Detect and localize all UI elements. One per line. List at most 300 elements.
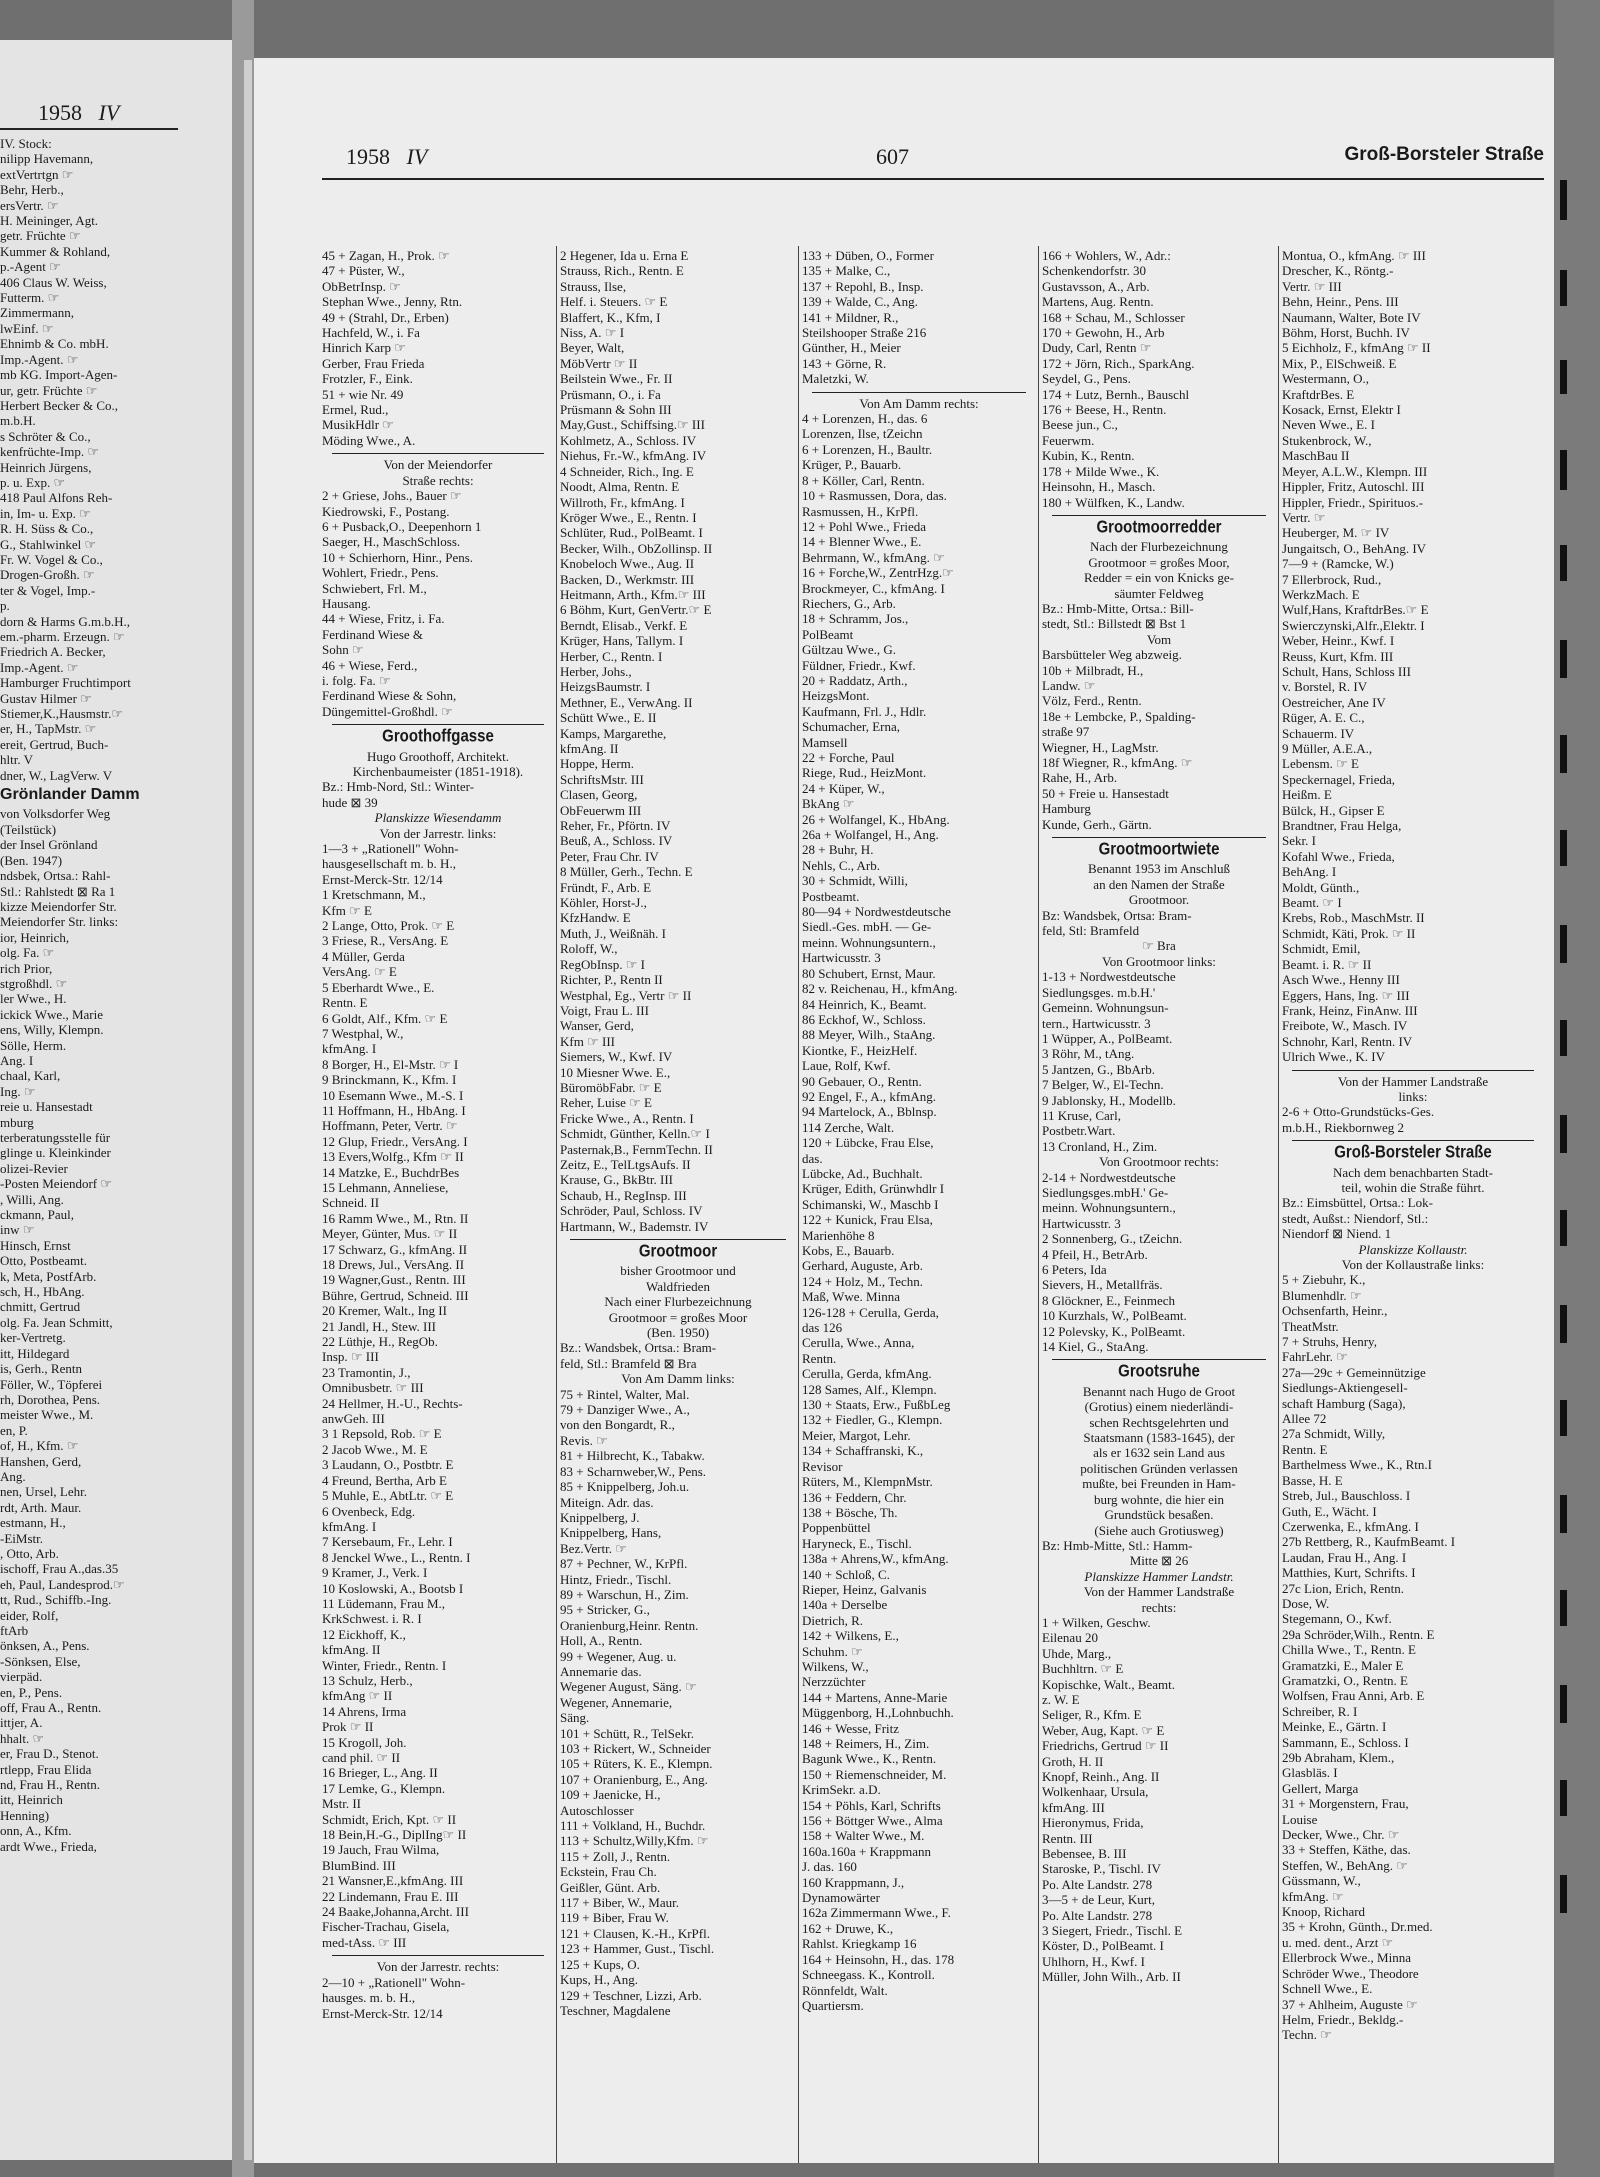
entry-line: 16 Brieger, L., Ang. II [322, 1765, 438, 1781]
entry-line: Beuß, A., Schloss. IV [560, 833, 673, 849]
entry-line: 9 Jablonsky, H., Modellb. [1042, 1092, 1176, 1108]
entry-line: 1 Kretschmann, M., [322, 887, 426, 903]
entry-line: 8 Müller, Gerh., Techn. E [560, 864, 693, 880]
entry-line: en, P. [0, 1422, 28, 1438]
entry-line: 15 Krogoll, Joh. [322, 1734, 407, 1750]
entry-line: Gemeinn. Wohnungsun- [1042, 1000, 1169, 1016]
street-note: Von der Jarrestr. rechts: [376, 1959, 500, 1975]
entry-line: Westermann, O., [1282, 371, 1370, 387]
entry-line: 140 + Schloß, C. [802, 1566, 890, 1582]
entry-line: stgroßhdl. ☞ [0, 975, 68, 991]
section-rule [332, 1955, 544, 1956]
entry-line: Uhlhorn, H., Kwf. I [1042, 1953, 1145, 1969]
edge-mark [1560, 1400, 1567, 1436]
column-1 [322, 186, 554, 2163]
entry-line: tern., Hartwicusstr. 3 [1042, 1015, 1151, 1031]
entry-line: Rüger, A. E. C., [1282, 710, 1365, 726]
entry-line: Mstr. II [322, 1796, 361, 1812]
entry-line: nen, Ursel, Lehr. [0, 1484, 88, 1500]
entry-line: 27b Rettberg, R., KaufmBeamt. I [1282, 1534, 1456, 1550]
entry-line: 2-14 + Nordwestdeutsche [1042, 1169, 1176, 1185]
entry-line: Blumenhdlr. ☞ [1282, 1287, 1362, 1303]
entry-line: Ehnimb & Co. mbH. [0, 336, 109, 352]
entry-line: , Otto, Arb. [0, 1545, 59, 1561]
plan-reference: Planskizze Kollaustr. [1358, 1241, 1468, 1257]
entry-line: in, Im- u. Exp. ☞ [0, 505, 91, 521]
entry-line: 140a + Derselbe [802, 1597, 888, 1613]
entry-line: VersAng. ☞ E [322, 964, 397, 980]
entry-line: 89 + Warschun, H., Zim. [560, 1586, 689, 1602]
entry-line: Chilla Wwe., T., Rentn. E [1282, 1642, 1416, 1658]
entry-line: MaschBau II [1282, 448, 1350, 464]
entry-line: 80 Schubert, Ernst, Maur. [802, 965, 936, 981]
entry-line: Sölle, Herm. [0, 1037, 67, 1053]
entry-line: 24 + Küper, W., [802, 780, 885, 796]
entry-line: Postbeamt. [802, 888, 860, 904]
page-edge [1554, 0, 1600, 2177]
entry-line: Seydel, G., Pens. [1042, 371, 1131, 387]
edge-mark [1560, 545, 1567, 581]
entry-line: 4 Schneider, Rich., Ing. E [560, 463, 694, 479]
entry-line: 142 + Wilkens, E., [802, 1628, 899, 1644]
entry-line: reie u. Hansestadt [0, 1099, 93, 1115]
entry-line: Hartwicusstr. 3 [1042, 1215, 1121, 1231]
street-note: (Grotius) einem niederländi- [1084, 1399, 1234, 1415]
entry-line: Steilshooper Straße 216 [802, 325, 927, 341]
entry-line: Oranienburg,Heinr. Rentn. [560, 1617, 699, 1633]
street-heading: Grönlander Damm [0, 787, 140, 803]
entry-line: 12 Glup, Friedr., VersAng. I [322, 1133, 468, 1149]
entry-line: Güssmann, W., [1282, 1873, 1361, 1889]
entry-line: Müggenborg, H.,Lohnbuchh. [802, 1705, 954, 1721]
entry-line: Martens, Aug. Rentn. [1042, 294, 1154, 310]
entry-line: Schmidt, Günther, Kelln.☞ I [560, 1126, 710, 1142]
entry-line: Streb, Jul., Bauschloss. I [1282, 1488, 1411, 1504]
entry-line: s Schröter & Co., [0, 428, 91, 444]
entry-line: KrimSekr. a.D. [802, 1782, 881, 1798]
entry-line: 9 Kramer, J., Verk. I [322, 1565, 428, 1581]
entry-line: 139 + Walde, C., Ang. [802, 294, 918, 310]
entry-line: p. [0, 598, 10, 614]
entry-line: rich Prior, [0, 960, 53, 976]
entry-line: Schlüter, Rud., PolBeamt. I [560, 525, 703, 541]
street-note: (Siehe auch Grotiusweg) [1094, 1522, 1224, 1538]
entry-line: Kohlmetz, A., Schloss. IV [560, 432, 697, 448]
entry-line: 13 Evers,Wolfg., Kfm ☞ II [322, 1149, 464, 1165]
entry-line: Schneid. II [322, 1195, 380, 1211]
entry-line: 3 Friese, R., VersAng. E [322, 933, 449, 949]
entry-line: Clasen, Georg, [560, 787, 638, 803]
street-heading: Grootmoorredder [1096, 518, 1222, 537]
entry-line: 6 Ovenbeck, Edg. [322, 1503, 416, 1519]
entry-line: Mamsell [802, 734, 848, 750]
entry-line: Lorenzen, Ilse, tZeichn [802, 426, 923, 442]
entry-line: 107 + Oranienburg, E., Ang. [560, 1771, 708, 1787]
entry-line: Reuss, Kurt, Kfm. III [1282, 648, 1394, 664]
entry-line: i. folg. Fa. ☞ [322, 672, 391, 688]
street-note: an den Namen der Straße [1093, 876, 1225, 892]
entry-line: -Posten Meiendorf ☞ [0, 1176, 113, 1192]
entry-line: Hippler, Fritz, Autoschl. III [1282, 479, 1425, 495]
entry-line: itt, Hildegard [0, 1345, 70, 1361]
entry-line: Techn. ☞ [1282, 2027, 1332, 2043]
entry-line: Riechers, G., Arb. [802, 595, 896, 611]
entry-line: estmann, H., [0, 1515, 66, 1531]
entry-line: Hartwicusstr. 3 [802, 950, 881, 966]
entry-line: inw ☞ [0, 1222, 35, 1238]
entry-line: 50 + Freie u. Hansestadt [1042, 785, 1169, 801]
entry-line: chaal, Karl, [0, 1068, 61, 1084]
entry-line: Meyer, Günter, Mus. ☞ II [322, 1226, 458, 1242]
entry-line: Müller, John Wilh., Arb. II [1042, 1969, 1181, 1985]
entry-line: Schreiber, R. I [1282, 1703, 1358, 1719]
entry-line: ftArb [0, 1623, 29, 1638]
entry-line: Prok ☞ II [322, 1719, 374, 1735]
entry-line: Basse, H. E [1282, 1472, 1343, 1488]
column-divider [556, 246, 557, 2163]
entry-line: 5 + Ziebuhr, K., [1282, 1272, 1366, 1288]
street-heading: Groothoffgasse [382, 728, 494, 746]
entry-line: Hachfeld, W., i. Fa [322, 325, 420, 341]
entry-line: Schwiebert, Frl. M., [322, 580, 427, 596]
entry-line: Behn, Heinr., Pens. III [1282, 294, 1399, 310]
entry-line: 2 Hegener, Ida u. Erna E [560, 248, 689, 263]
section-rule [570, 1239, 786, 1240]
entry-line: olg. Fa. ☞ [0, 945, 55, 961]
edge-mark [1560, 1875, 1567, 1913]
entry-line: lwEinf. ☞ [0, 320, 54, 336]
entry-line: 7 Belger, W., El-Techn. [1042, 1077, 1164, 1093]
entry-line: 10b + Milbradt, H., [1042, 662, 1144, 678]
entry-line: 24 Baake,Johanna,Archt. III [322, 1904, 469, 1920]
entry-line: Feuerwm. [1042, 432, 1095, 448]
entry-line: Gramatzki, O., Rentn. E [1282, 1672, 1408, 1688]
entry-line: Rentn. [802, 1350, 837, 1366]
entry-line: Nehls, C., Arb. [802, 857, 880, 873]
entry-line: Fründt, F., Arb. E [560, 879, 652, 895]
entry-line: nilipp Havemann, [0, 151, 94, 167]
entry-line: 29a Schröder,Wilh., Rentn. E [1282, 1626, 1435, 1642]
entry-line: KraftdrBes. E [1282, 386, 1355, 402]
entry-line: Völz, Ferd., Rentn. [1042, 693, 1142, 709]
entry-line: Sohn ☞ [322, 642, 364, 658]
entry-line: Decker, Wwe., Chr. ☞ [1282, 1827, 1400, 1843]
entry-line: 12 + Pohl Wwe., Frieda [802, 518, 927, 534]
edge-mark [1560, 1020, 1567, 1056]
entry-line: Annemarie das. [560, 1663, 642, 1679]
entry-line: Helf. i. Steuers. ☞ E [560, 294, 668, 310]
entry-line: Lübcke, Ad., Buchhalt. [802, 1165, 923, 1181]
entry-line: 27a—29c + Gemeinnützige [1282, 1364, 1426, 1380]
entry-line: Krüger, Edith, Grünwhdlr I [802, 1181, 945, 1197]
entry-line: Roloff, W., [560, 941, 618, 957]
entry-line: Kubin, K., Rentn. [1042, 448, 1135, 464]
column-5 [1282, 186, 1544, 2163]
entry-line: Möding Wwe., A. [322, 432, 416, 448]
entry-line: hausges. m. b. H., [322, 1990, 416, 2006]
entry-line: Wegener, Annemarie, [560, 1694, 673, 1710]
entry-line: 94 Martelock, A., Bblnsp. [802, 1104, 937, 1120]
entry-line: Nerzzüchter [802, 1674, 866, 1690]
entry-line: 160a.160a + Krappmann [802, 1843, 931, 1859]
entry-line: Blaffert, K., Kfm, I [560, 309, 661, 325]
entry-line: Kosack, Ernst, Elektr I [1282, 402, 1401, 418]
entry-line: RegObInsp. ☞ I [560, 956, 645, 972]
entry-line: Kofahl Wwe., Frieda, [1282, 848, 1395, 864]
entry-line: hhalt. ☞ [0, 1730, 45, 1746]
entry-line: 18f Wiegner, R., kfmAng. ☞ [1042, 755, 1193, 770]
entry-line: 2 Jacob Wwe., M. E [322, 1441, 428, 1457]
entry-line: Hausang. [322, 595, 371, 611]
entry-line: med-tAss. ☞ III [322, 1934, 407, 1950]
street-note: säumter Feldweg [1114, 585, 1204, 601]
entry-line: Eggers, Hans, Ing. ☞ III [1282, 987, 1410, 1003]
entry-line: 105 + Rüters, K. E., Klempn. [560, 1756, 713, 1772]
entry-line: meinn. Wohnungsuntern., [1042, 1200, 1176, 1216]
entry-line: 113 + Schultz,Willy,Kfm. ☞ [560, 1833, 709, 1849]
entry-line: k, Meta, PostfArb. [0, 1268, 97, 1284]
entry-line: kfmAng. I [322, 1518, 377, 1534]
entry-line: 7 Westphal, W., [322, 1025, 404, 1041]
entry-line: 7 + Struhs, Henry, [1282, 1334, 1377, 1350]
entry-line: Schröder, Paul, Schloss. IV [560, 1203, 703, 1219]
section-rule [1292, 1070, 1534, 1071]
entry-line: tt, Rud., Schiffb.-Ing. [0, 1592, 112, 1608]
entry-line: Niendorf ⊠ Niend. 1 [1282, 1226, 1392, 1242]
entry-line: extVertrtgn ☞ [0, 166, 74, 182]
edge-mark [1560, 1115, 1567, 1153]
entry-line: Rentn. E [1282, 1441, 1328, 1457]
entry-line: 137 + Repohl, B., Insp. [802, 278, 924, 294]
entry-line: Beese jun., C., [1042, 417, 1118, 433]
entry-line: 162a Zimmermann Wwe., F. [802, 1905, 951, 1921]
entry-line: 33 + Steffen, Käthe, das. [1282, 1842, 1411, 1858]
entry-line: 126-128 + Cerulla, Gerda, [802, 1304, 939, 1320]
entry-line: 7 Kersebaum, Fr., Lehr. I [322, 1534, 453, 1550]
entry-line: cand phil. ☞ II [322, 1750, 401, 1765]
entry-line: Brockmeyer, C., kfmAng. I [802, 580, 945, 596]
entry-line: Kiontke, F., HeizHelf. [802, 1042, 918, 1058]
entry-line: (Teilstück) [0, 821, 57, 837]
entry-line: schaft Hamburg (Saga), [1282, 1395, 1406, 1411]
section-rule [1292, 1140, 1534, 1141]
entry-line: Schuhm. ☞ [802, 1643, 863, 1659]
entry-line: glinge u. Kleinkinder [0, 1145, 111, 1161]
entry-line: m.b.H. [0, 413, 36, 429]
entry-line: ndsbek, Ortsa.: Rahl- [0, 868, 111, 884]
entry-line: 120 + Lübcke, Frau Else, [802, 1135, 934, 1151]
entry-line: 132 + Fiedler, G., Klempn. [802, 1412, 943, 1428]
entry-line: 85 + Knippelberg, Joh.u. [560, 1479, 690, 1495]
entry-line: Landw. ☞ [1042, 677, 1096, 693]
entry-line: 123 + Hammer, Gust., Tischl. [560, 1941, 715, 1957]
entry-line: 115 + Zoll, J., Rentn. [560, 1848, 671, 1864]
entry-line: 130 + Staats, Erw., FußbLeg [802, 1397, 951, 1413]
entry-line: 18 + Schramm, Jos., [802, 611, 909, 627]
entry-line: 90 Gebauer, O., Rentn. [802, 1073, 922, 1089]
entry-line: Schröder Wwe., Theodore [1282, 1965, 1419, 1981]
entry-line: 8 + Köller, Carl, Rentn. [802, 472, 925, 488]
street-note: Redder = ein von Knicks ge- [1084, 570, 1234, 586]
entry-line: straße 97 [1042, 724, 1090, 740]
street-note: Grundstück besaßen. [1104, 1507, 1214, 1523]
entry-line: R. H. Süss & Co., [0, 521, 94, 537]
entry-line: 18e + Lembcke, P., Spalding- [1042, 708, 1196, 724]
entry-line: May,Gust., Schiffsing.☞ III [560, 417, 705, 433]
edge-mark [1560, 1495, 1567, 1533]
edge-mark [1560, 270, 1567, 306]
entry-line: Seliger, R., Kfm. E [1042, 1707, 1142, 1723]
entry-line: 79 + Danziger Wwe., A., [560, 1402, 690, 1418]
entry-line: Po. Alte Landstr. 278 [1042, 1876, 1153, 1892]
entry-line: Sievers, H., Metallfräs. [1042, 1277, 1163, 1293]
entry-line: Knippelberg, J. [560, 1509, 640, 1525]
entry-line: 1 + Wilken, Geschw. [1042, 1614, 1151, 1630]
entry-line: 168 + Schau, M., Schlosser [1042, 309, 1185, 325]
entry-line: Hamburger Fruchtimport [0, 675, 131, 691]
entry-line: , Willi, Ang. [0, 1191, 64, 1207]
street-note: (Ben. 1950) [646, 1325, 710, 1341]
entry-line: Böhm, Horst, Buchh. IV [1282, 325, 1410, 341]
entry-line: 30 + Schmidt, Willi, [802, 873, 908, 889]
street-note: rechts: [1141, 1599, 1177, 1615]
entry-line: Bebensee, B. III [1042, 1846, 1127, 1862]
street-heading: Groß-Borsteler Straße [1334, 1144, 1492, 1162]
entry-line: Poppenbüttel [802, 1520, 871, 1536]
entry-line: Prüsmann & Sohn III [560, 402, 672, 418]
entry-line: Richter, P., Rentn II [560, 972, 663, 988]
entry-line: rdt, Arth. Maur. [0, 1499, 82, 1515]
entry-line: Siedlungsges.mbH.' Ge- [1042, 1184, 1169, 1200]
entry-line: Ochsenfarth, Heinr., [1282, 1303, 1388, 1319]
entry-line: Quartiersm. [802, 1997, 864, 2013]
street-note: Von der Meiendorfer [383, 457, 493, 473]
street-note: Von Grootmoor rechts: [1099, 1154, 1219, 1170]
street-note: als er 1632 sein Land aus [1093, 1445, 1225, 1461]
entry-line: Marienhöhe 8 [802, 1227, 875, 1243]
entry-line: feld, Stl: Bramfeld [1042, 923, 1140, 939]
entry-line: dner, W., LagVerw. V [0, 767, 113, 783]
entry-line: Bz.: Wandsbek, Ortsa.: Bram- [560, 1340, 717, 1356]
entry-line: Weber, Aug, Kapt. ☞ E [1042, 1722, 1165, 1738]
entry-line: Schult, Hans, Schloss III [1282, 663, 1411, 679]
entry-line: 150 + Riemenschneider, M. [802, 1766, 947, 1782]
entry-line: Schnohr, Karl, Rentn. IV [1282, 1033, 1413, 1049]
entry-line: Fr. W. Vogel & Co., [0, 551, 103, 567]
entry-line: Friedrichs, Gertrud ☞ II [1042, 1738, 1169, 1754]
entry-line: 6 Peters, Ida [1042, 1262, 1107, 1277]
entry-line: Stegemann, O., Kwf. [1282, 1611, 1392, 1627]
section-rule [332, 724, 544, 725]
entry-line: Hintz, Friedr., Tischl. [560, 1571, 672, 1587]
entry-line: 121 + Clausen, K.-H., KrPfl. [560, 1925, 710, 1941]
entry-line: Knopf, Reinh., Ang. II [1042, 1769, 1160, 1784]
entry-line: Knoop, Richard [1282, 1904, 1366, 1920]
right-header-volume: IV [406, 144, 428, 169]
entry-line: Frank, Heinz, FinAnw. III [1282, 1002, 1418, 1018]
entry-line: Köster, D., PolBeamt. I [1042, 1938, 1164, 1954]
entry-line: Zimmermann, [0, 305, 75, 321]
entry-line: TheatMstr. [1282, 1318, 1339, 1334]
entry-line: 138a + Ahrens,W., kfmAng. [802, 1551, 949, 1567]
entry-line: 47 + Püster, W., [322, 263, 405, 279]
entry-line: 4 Freund, Bertha, Arb E [322, 1472, 447, 1488]
entry-line: Ang. [0, 1468, 26, 1484]
edge-mark [1560, 1305, 1567, 1343]
entry-line: 111 + Volkland, H., Buchdr. [560, 1818, 706, 1834]
entry-line: Po. Alte Landstr. 278 [1042, 1907, 1153, 1923]
street-note: Hugo Groothoff, Architekt. [366, 748, 510, 764]
entry-line: Knobeloch Wwe., Aug. II [560, 556, 695, 572]
entry-line: 178 + Milde Wwe., K. [1042, 463, 1160, 479]
edge-mark [1560, 1210, 1567, 1246]
entry-line: Stiemer,K.,Hausmstr.☞ [0, 706, 124, 722]
entry-line: Meyer, A.L.W., Klempn. III [1282, 463, 1428, 479]
entry-line: Meier, Margot, Lehr. [802, 1427, 911, 1443]
street-note: Mitte ⊠ 26 [1129, 1553, 1189, 1569]
entry-line: 176 + Beese, H., Rentn. [1042, 402, 1167, 418]
entry-line: 17 Schwarz, G., kfmAng. II [322, 1241, 468, 1257]
entry-line: Rieper, Heinz, Galvanis [802, 1581, 927, 1597]
entry-line: 3—5 + de Leur, Kurt, [1042, 1892, 1155, 1908]
entry-line: 3 Siegert, Friedr., Tischl. E [1042, 1923, 1183, 1939]
entry-line: Wolfsen, Frau Anni, Arb. E [1282, 1688, 1425, 1704]
entry-line: 174 + Lutz, Bernh., Bauschl [1042, 386, 1190, 402]
entry-line: 26a + Wolfangel, H., Ang. [802, 827, 939, 843]
edge-mark [1560, 925, 1567, 963]
entry-line: Allee 72 [1282, 1411, 1327, 1427]
entry-line: Siedlungs-Aktiengesell- [1282, 1380, 1408, 1396]
entry-line: Freibote, W., Masch. IV [1282, 1018, 1408, 1034]
entry-line: Hartmann, W., Bademstr. IV [560, 1218, 709, 1234]
entry-line: Ernst-Merck-Str. 12/14 [322, 871, 443, 887]
entry-line: Heißm. E [1282, 787, 1332, 803]
entry-line: eider, Rolf, [0, 1607, 59, 1623]
entry-line: Steffen, W., BehAng. ☞ [1282, 1857, 1408, 1873]
entry-line: Zeitz, E., TelLtgsAufs. II [560, 1156, 691, 1172]
column-divider [1038, 246, 1039, 2163]
entry-line: Henning) [0, 1807, 50, 1823]
entry-line: meinn. Wohnungsuntern., [802, 934, 936, 950]
entry-line: Hoffmann, Peter, Vertr. ☞ [322, 1118, 458, 1134]
entry-line: Fischer-Trachau, Gisela, [322, 1919, 450, 1935]
entry-line: 2 + Griese, Johs., Bauer ☞ [322, 488, 462, 504]
entry-line: 418 Paul Alfons Reh- [0, 490, 113, 506]
entry-line: 10 + Schierhorn, Hinr., Pens. [322, 549, 474, 565]
entry-line: meister Wwe., M. [0, 1407, 94, 1423]
entry-line: HeizgsBaumstr. I [560, 679, 651, 695]
entry-line: Barsbütteler Weg abzweig. [1042, 647, 1182, 663]
entry-line: 84 Heinrich, K., Beamt. [802, 996, 927, 1012]
entry-line: 12 Eickhoff, K., [322, 1626, 406, 1642]
entry-line: Helm, Friedr., Bekldg.- [1282, 2011, 1404, 2027]
street-note: Kirchenbaumeister (1851-1918). [352, 764, 524, 779]
entry-line: 122 + Kunick, Frau Elsa, [802, 1212, 933, 1228]
entry-line: PolBeamt [802, 626, 854, 642]
entry-line: Friedrich A. Becker, [0, 644, 106, 660]
entry-line: 35 + Krohn, Günth., Dr.med. [1282, 1919, 1433, 1935]
entry-line: 44 + Wiese, Fritz, i. Fa. [322, 611, 445, 627]
entry-line: 10 Miesner Wwe. E., [560, 1064, 671, 1080]
entry-line: KfzHandw. E [560, 910, 631, 926]
entry-line: Louise [1282, 1811, 1318, 1827]
entry-line: 13 Schulz, Herb., [322, 1672, 413, 1688]
section-rule [1052, 837, 1266, 838]
entry-line: Laue, Rolf, Kwf. [802, 1058, 891, 1074]
entry-line: HeizgsMont. [802, 688, 870, 704]
entry-line: 11 Hoffmann, H., HbAng. I [322, 1102, 466, 1118]
entry-line: 143 + Görne, R. [802, 355, 887, 371]
